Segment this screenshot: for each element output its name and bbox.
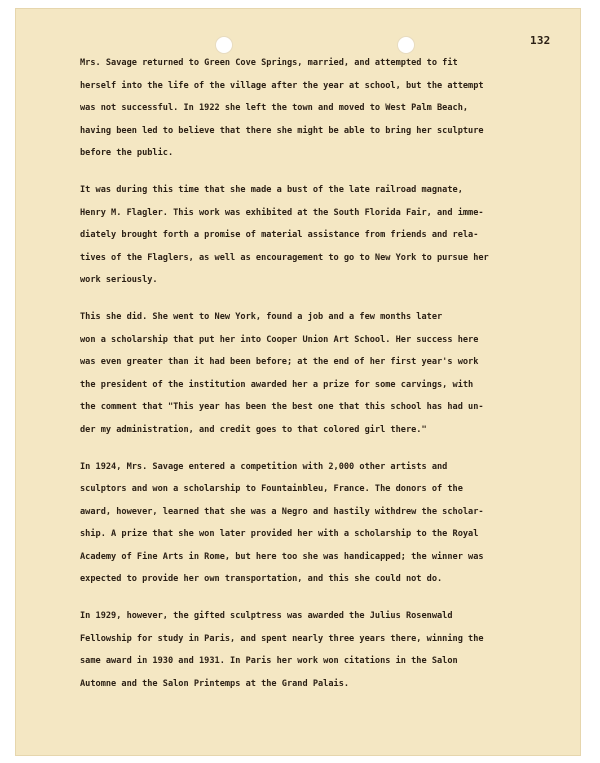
text-line: the president of the institution awarded her a prize for some carvings, with	[80, 379, 474, 390]
typewritten-page	[15, 8, 581, 756]
text-line: In 1929, however, the gifted sculptress was awarded the Julius Rosenwald	[80, 611, 453, 622]
page-number: 132	[530, 34, 551, 47]
text-line: was even greater than it had been before; at the end of her first year's work	[80, 357, 479, 368]
text-line: tives of the Flaglers, as well as encouragement to go to New York to pursue her	[80, 252, 489, 263]
paragraph-1	[80, 52, 540, 165]
text-line: This she did. She went to New York, found a job and a few months later	[80, 311, 443, 322]
text-line: was not successful. In 1922 she left the town and moved to West Palm Beach,	[80, 103, 469, 114]
paragraph-5	[80, 605, 540, 695]
punch-hole-left	[216, 37, 232, 53]
text-line: In 1924, Mrs. Savage entered a competition with 2,000 other artists and	[80, 461, 448, 472]
text-line: ship. A prize that she won later provided her with a scholarship to the Royal	[80, 529, 479, 540]
text-line: herself into the life of the village after the year at school, but the attempt	[80, 80, 484, 91]
text-line: diately brought forth a promise of material assistance from friends and rela-	[80, 230, 479, 241]
text-line: sculptors and won a scholarship to Fountainbleu, France. The donors of the	[80, 484, 463, 495]
text-line: work seriously.	[80, 275, 158, 286]
text-line: won a scholarship that put her into Cooper Union Art School. Her success here	[80, 334, 479, 345]
text-line: having been led to believe that there she might be able to bring her sculpture	[80, 125, 484, 136]
paragraph-3	[80, 306, 540, 442]
text-line: Fellowship for study in Paris, and spent nearly three years there, winning the	[80, 633, 484, 644]
text-line: award, however, learned that she was a Negro and hastily withdrew the scholar-	[80, 506, 484, 517]
text-line: der my administration, and credit goes to that colored girl there."	[80, 424, 427, 435]
text-line: Mrs. Savage returned to Green Cove Springs, married, and attempted to fit	[80, 58, 458, 68]
text-line: same award in 1930 and 1931. In Paris her work won citations in the Salon	[80, 656, 458, 667]
page-body	[80, 52, 540, 695]
text-line: Henry M. Flagler. This work was exhibited at the South Florida Fair, and imme-	[80, 207, 484, 218]
paragraph-4	[80, 456, 540, 592]
text-line: expected to provide her own transportation, and this she could not do.	[80, 574, 443, 585]
text-line: the comment that "This year has been the best one that this school has had un-	[80, 402, 484, 413]
paragraph-2	[80, 179, 540, 292]
text-line: before the public.	[80, 148, 174, 159]
text-line: Academy of Fine Arts in Rome, but here too she was handicapped; the winner was	[80, 551, 484, 562]
text-line: It was during this time that she made a bust of the late railroad magnate,	[80, 184, 463, 195]
text-line: Automne and the Salon Printemps at the Grand Palais.	[80, 678, 350, 689]
punch-hole-right	[398, 37, 414, 53]
